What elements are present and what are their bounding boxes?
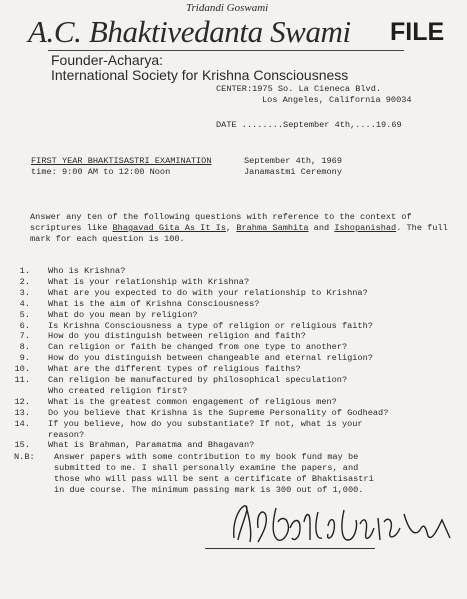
question-number: 11. xyxy=(14,375,30,385)
question-text: Who is Krishna? xyxy=(48,266,126,276)
question-text: What is Brahman, Paramatma and Bhagavan? xyxy=(48,440,255,451)
nota-bene-line: submitted to me. I shall personally examine the papers, and xyxy=(54,463,359,473)
question-number: 15. xyxy=(14,440,30,451)
question-text: What is the greatest common engagement of religious men? xyxy=(48,396,337,407)
center-address: CENTER:1975 So. La Cieneca Blvd. xyxy=(216,84,382,94)
signature-line xyxy=(205,548,375,549)
letterhead-name: A.C. Bhaktivedanta Swami xyxy=(28,14,351,49)
question-text: What do you mean by religion? xyxy=(48,309,198,320)
signature-drawing xyxy=(228,498,458,548)
question-number: 2. xyxy=(19,276,30,287)
question-number: 13. xyxy=(14,407,30,418)
nota-bene-line: those who will pass will be sent a certificate of Bhaktisastri xyxy=(54,474,374,484)
question-number: 3. xyxy=(19,287,30,298)
nota-bene-line: in due course. The minimum passing mark is 300 out of 1,000. xyxy=(54,485,364,495)
question-text: What is the aim of Krishna Consciousness? xyxy=(48,298,260,309)
instructions-text-1: Answer any ten of the following questions with reference to the context of scriptures like xyxy=(30,212,412,233)
nota-bene-label: N.B: xyxy=(14,452,35,462)
instructions-text-2: . The full mark for each question is 100. xyxy=(30,223,448,244)
exam-date: September 4th, 1969 xyxy=(244,156,342,166)
question-number: 1. xyxy=(19,266,30,276)
question-text: What are you expected to do with your relationship to Krishna? xyxy=(48,287,368,298)
question-number: 7. xyxy=(19,331,30,342)
question-text: If you believe, how do you substantiate? If not, what is your xyxy=(48,418,363,429)
question-text: Can religion or faith be changed from one type to another? xyxy=(48,342,348,353)
question-text: Do you believe that Krishna is the Supreme Personality of Godhead? xyxy=(48,407,389,418)
nota-bene-text xyxy=(54,452,374,496)
question-number: 10. xyxy=(14,364,30,375)
nota-bene-line: Answer papers with some contribution to my book fund may be xyxy=(54,452,359,462)
question-number: 8. xyxy=(19,342,30,353)
question-text: How do you distinguish between religion and faith? xyxy=(48,331,306,342)
question-text: What are the different types of religious faiths? xyxy=(48,364,301,375)
file-stamp: FILE xyxy=(390,18,445,46)
question-number: 12. xyxy=(14,396,30,407)
question-number: 5. xyxy=(19,309,30,320)
question-text: What is your relationship with Krishna? xyxy=(48,276,250,287)
exam-time: time: 9:00 AM to 12:00 Noon xyxy=(31,167,171,177)
scripture-brahma-samhita: Brahma Samhita xyxy=(236,223,309,233)
exam-instructions xyxy=(30,212,455,245)
scripture-bhagavad-gita: Bhagavad Gita As It Is xyxy=(112,223,226,233)
question-text: Who created religion first? xyxy=(48,385,188,396)
handwritten-signature xyxy=(228,498,458,553)
instructions-sep-2: and xyxy=(308,223,335,233)
instructions-sep-1: , xyxy=(225,223,237,233)
tridandi-goswami-title: Tridandi Goswami xyxy=(186,2,269,14)
founder-acharya-line: Founder-Acharya: xyxy=(51,52,164,68)
letter-date: DATE ........September 4th,....19.69 xyxy=(216,120,402,130)
exam-title: FIRST YEAR BHAKTISASTRI EXAMINATION xyxy=(31,156,212,166)
question-text: Can religion be manufactured by philosophical speculation? xyxy=(48,375,348,385)
organization-name: International Society for Krishna Consciousness xyxy=(51,67,349,83)
question-text: Is Krishna Consciousness a type of religion or religious faith? xyxy=(48,320,373,331)
question-number: 9. xyxy=(19,353,30,364)
scripture-ishopanishad: Ishopanishad xyxy=(334,223,397,233)
center-city: Los Angeles, California 90034 xyxy=(262,95,412,105)
question-number: 14. xyxy=(14,418,30,429)
question-number: 4. xyxy=(19,298,30,309)
question-text: reason? xyxy=(48,429,85,440)
exam-occasion: Janamastmi Ceremony xyxy=(244,167,342,177)
letterhead-rule xyxy=(48,50,404,51)
question-number: 6. xyxy=(19,320,30,331)
question-text: How do you distinguish between changeable and eternal religion? xyxy=(48,353,373,364)
